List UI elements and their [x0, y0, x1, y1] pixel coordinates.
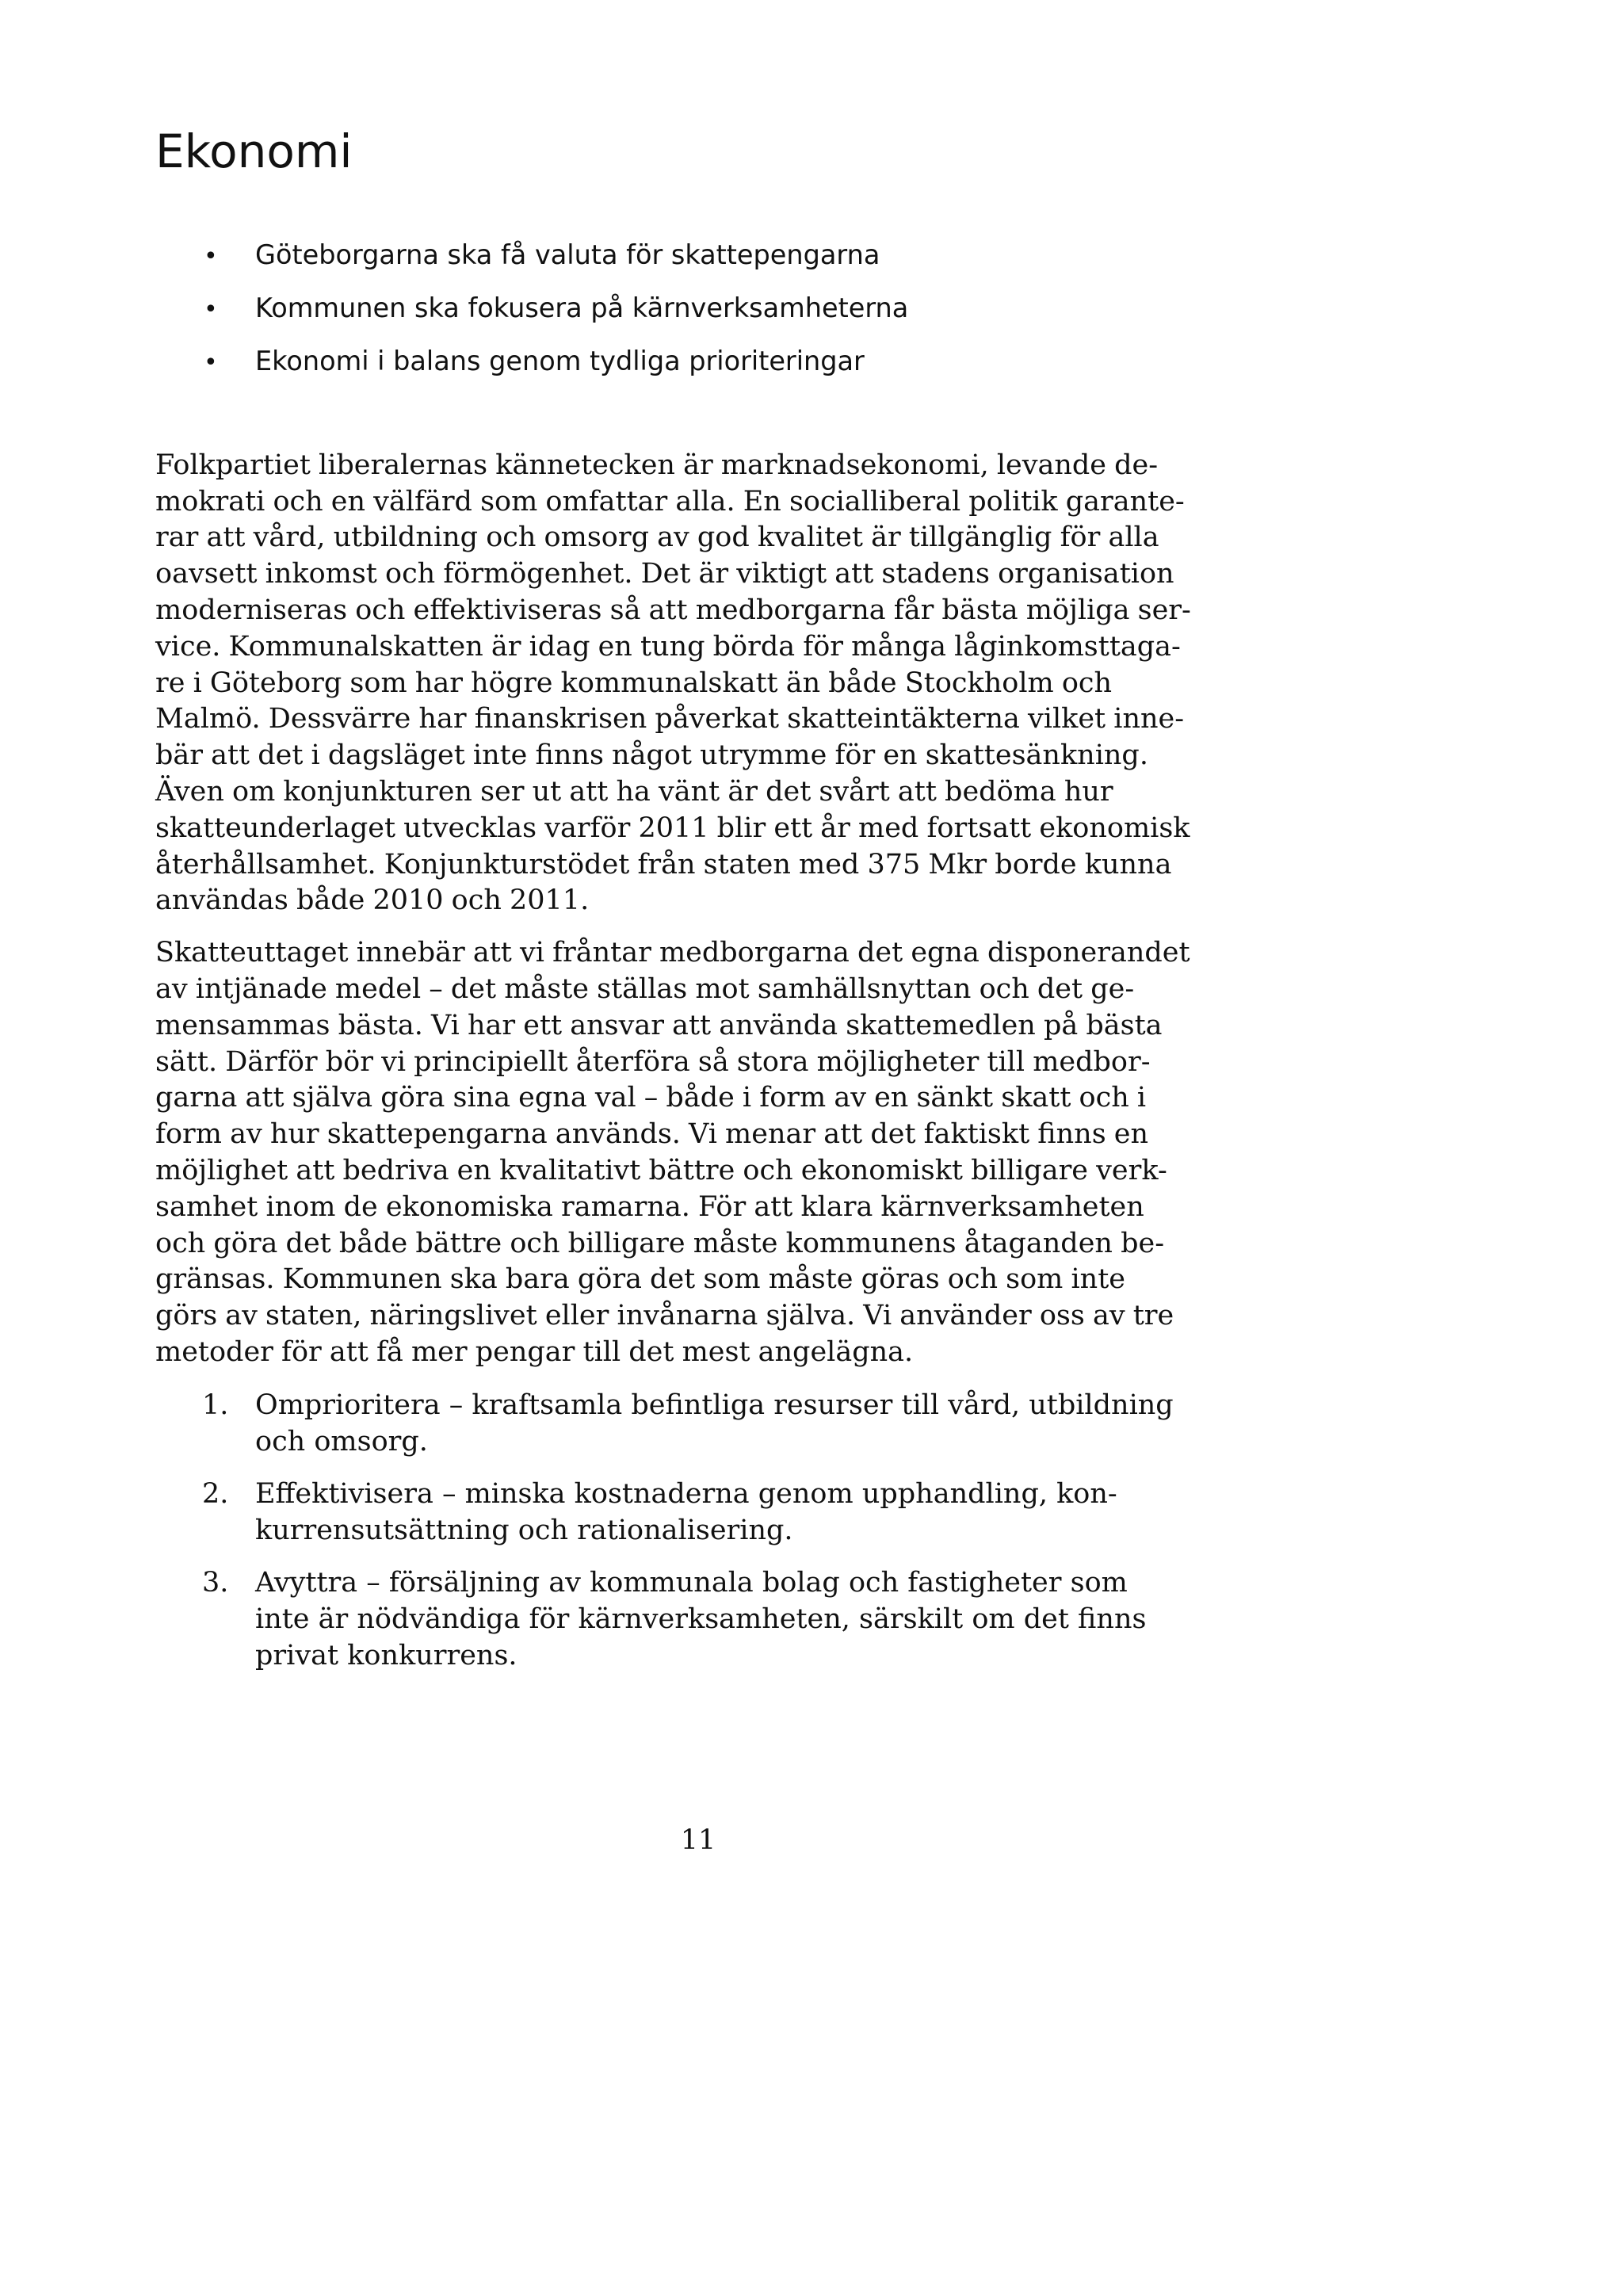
- text-line: av intjänade medel – det måste ställas mot samhällsnyttan och det ge-: [155, 972, 1135, 1005]
- section-heading: Ekonomi: [155, 124, 353, 178]
- text-line: bär att det i dagsläget inte finns något utrymme för en skattesänkning.: [155, 739, 1148, 772]
- bullet-item: [155, 346, 1090, 381]
- text-line: och omsorg.: [255, 1425, 428, 1457]
- text-line: samhet inom de ekonomiska ramarna. För att klara kärnverksamheten: [155, 1190, 1144, 1223]
- text-line: mensammas bästa. Vi har ett ansvar att använda skattemedlen på bästa: [155, 1009, 1163, 1041]
- bullet-text: Göteborgarna ska få valuta för skattepengarna: [255, 239, 880, 270]
- text-line: möjlighet att bedriva en kvalitativt bättre och ekonomiskt billigare verk-: [155, 1154, 1167, 1186]
- list-item-text: [255, 1564, 1146, 1674]
- document-page: [155, 124, 1191, 1856]
- bullet-item: [155, 239, 1090, 275]
- list-item-text: [255, 1476, 1117, 1549]
- list-number: 2.: [202, 1477, 229, 1510]
- text-line: görs av staten, näringslivet eller invånarna själva. Vi använder oss av tre: [155, 1300, 1174, 1332]
- text-line: rar att vård, utbildning och omsorg av god kvalitet är tillgänglig för alla: [155, 521, 1159, 554]
- bullet-text: Ekonomi i balans genom tydliga prioriteringar: [255, 345, 865, 376]
- text-line: form av hur skattepengarna används. Vi menar att det faktiskt finns en: [155, 1118, 1149, 1151]
- text-line: Även om konjunkturen ser ut att ha vänt är det svårt att bedöma hur: [155, 775, 1113, 808]
- list-item: [155, 1387, 1174, 1460]
- paragraph-intro: [155, 448, 1191, 919]
- text-line: re i Göteborg som har högre kommunalskatt än både Stockholm och: [155, 667, 1113, 699]
- bullet-dot-icon: •: [204, 295, 218, 323]
- text-line: Effektivisera – minska kostnaderna genom upphandling, kon-: [255, 1477, 1117, 1510]
- text-line: Folkpartiet liberalernas kännetecken är marknadsekonomi, levande de-: [155, 449, 1159, 481]
- page-number: 11: [680, 1824, 716, 1856]
- text-line: moderniseras och effektiviseras så att medborgarna får bästa möjliga ser-: [155, 594, 1191, 626]
- text-line: skatteunderlaget utvecklas varför 2011 blir ett år med fortsatt ekonomisk: [155, 812, 1190, 844]
- text-line: Omprioritera – kraftsamla befintliga resurser till vård, utbildning: [255, 1389, 1174, 1421]
- text-line: sätt. Därför bör vi principiellt återföra så stora möjligheter till medbor-: [155, 1045, 1151, 1078]
- text-line: vice. Kommunalskatten är idag en tung börda för många låginkomsttaga-: [155, 630, 1181, 663]
- text-line: kurrensutsättning och rationalisering.: [255, 1514, 793, 1546]
- text-line: gränsas. Kommunen ska bara göra det som måste göras och som inte: [155, 1263, 1125, 1296]
- text-line: metoder för att få mer pengar till det mest angelägna.: [155, 1335, 914, 1368]
- list-item-text: [255, 1387, 1174, 1460]
- text-line: garna att själva göra sina egna val – både i form av en sänkt skatt och i: [155, 1082, 1147, 1114]
- text-line: återhållsamhet. Konjunkturstödet från staten med 375 Mkr borde kunna: [155, 848, 1172, 881]
- text-line: inte är nödvändiga för kärnverksamheten, särskilt om det finns: [255, 1603, 1147, 1635]
- bullet-dot-icon: •: [204, 348, 218, 376]
- bullet-text: Kommunen ska fokusera på kärnverksamheterna: [255, 292, 909, 323]
- text-line: Malmö. Dessvärre har finanskrisen påverkat skatteintäkterna vilket inne-: [155, 703, 1185, 735]
- paragraph-taxation: [155, 935, 1190, 1371]
- list-number: 1.: [202, 1389, 229, 1421]
- bullet-dot-icon: •: [204, 242, 218, 270]
- list-number: 3.: [202, 1566, 229, 1599]
- list-item: [155, 1476, 1117, 1549]
- bullet-item: [155, 292, 1090, 328]
- list-item: [155, 1564, 1147, 1674]
- text-line: och göra det både bättre och billigare måste kommunens åtaganden be-: [155, 1227, 1165, 1259]
- text-line: mokrati och en välfärd som omfattar alla. En socialliberal politik garante-: [155, 485, 1185, 518]
- goal-bullet-list: [155, 239, 1090, 381]
- text-line: Avyttra – försäljning av kommunala bolag och fastigheter som: [255, 1566, 1128, 1599]
- text-line: Skatteuttaget innebär att vi fråntar medborgarna det egna disponerandet: [155, 937, 1190, 969]
- text-line: användas både 2010 och 2011.: [155, 884, 590, 917]
- text-line: oavsett inkomst och förmögenhet. Det är viktigt att stadens organisation: [155, 558, 1174, 590]
- text-line: privat konkurrens.: [255, 1639, 517, 1671]
- method-numbered-list: [155, 1387, 1174, 1674]
